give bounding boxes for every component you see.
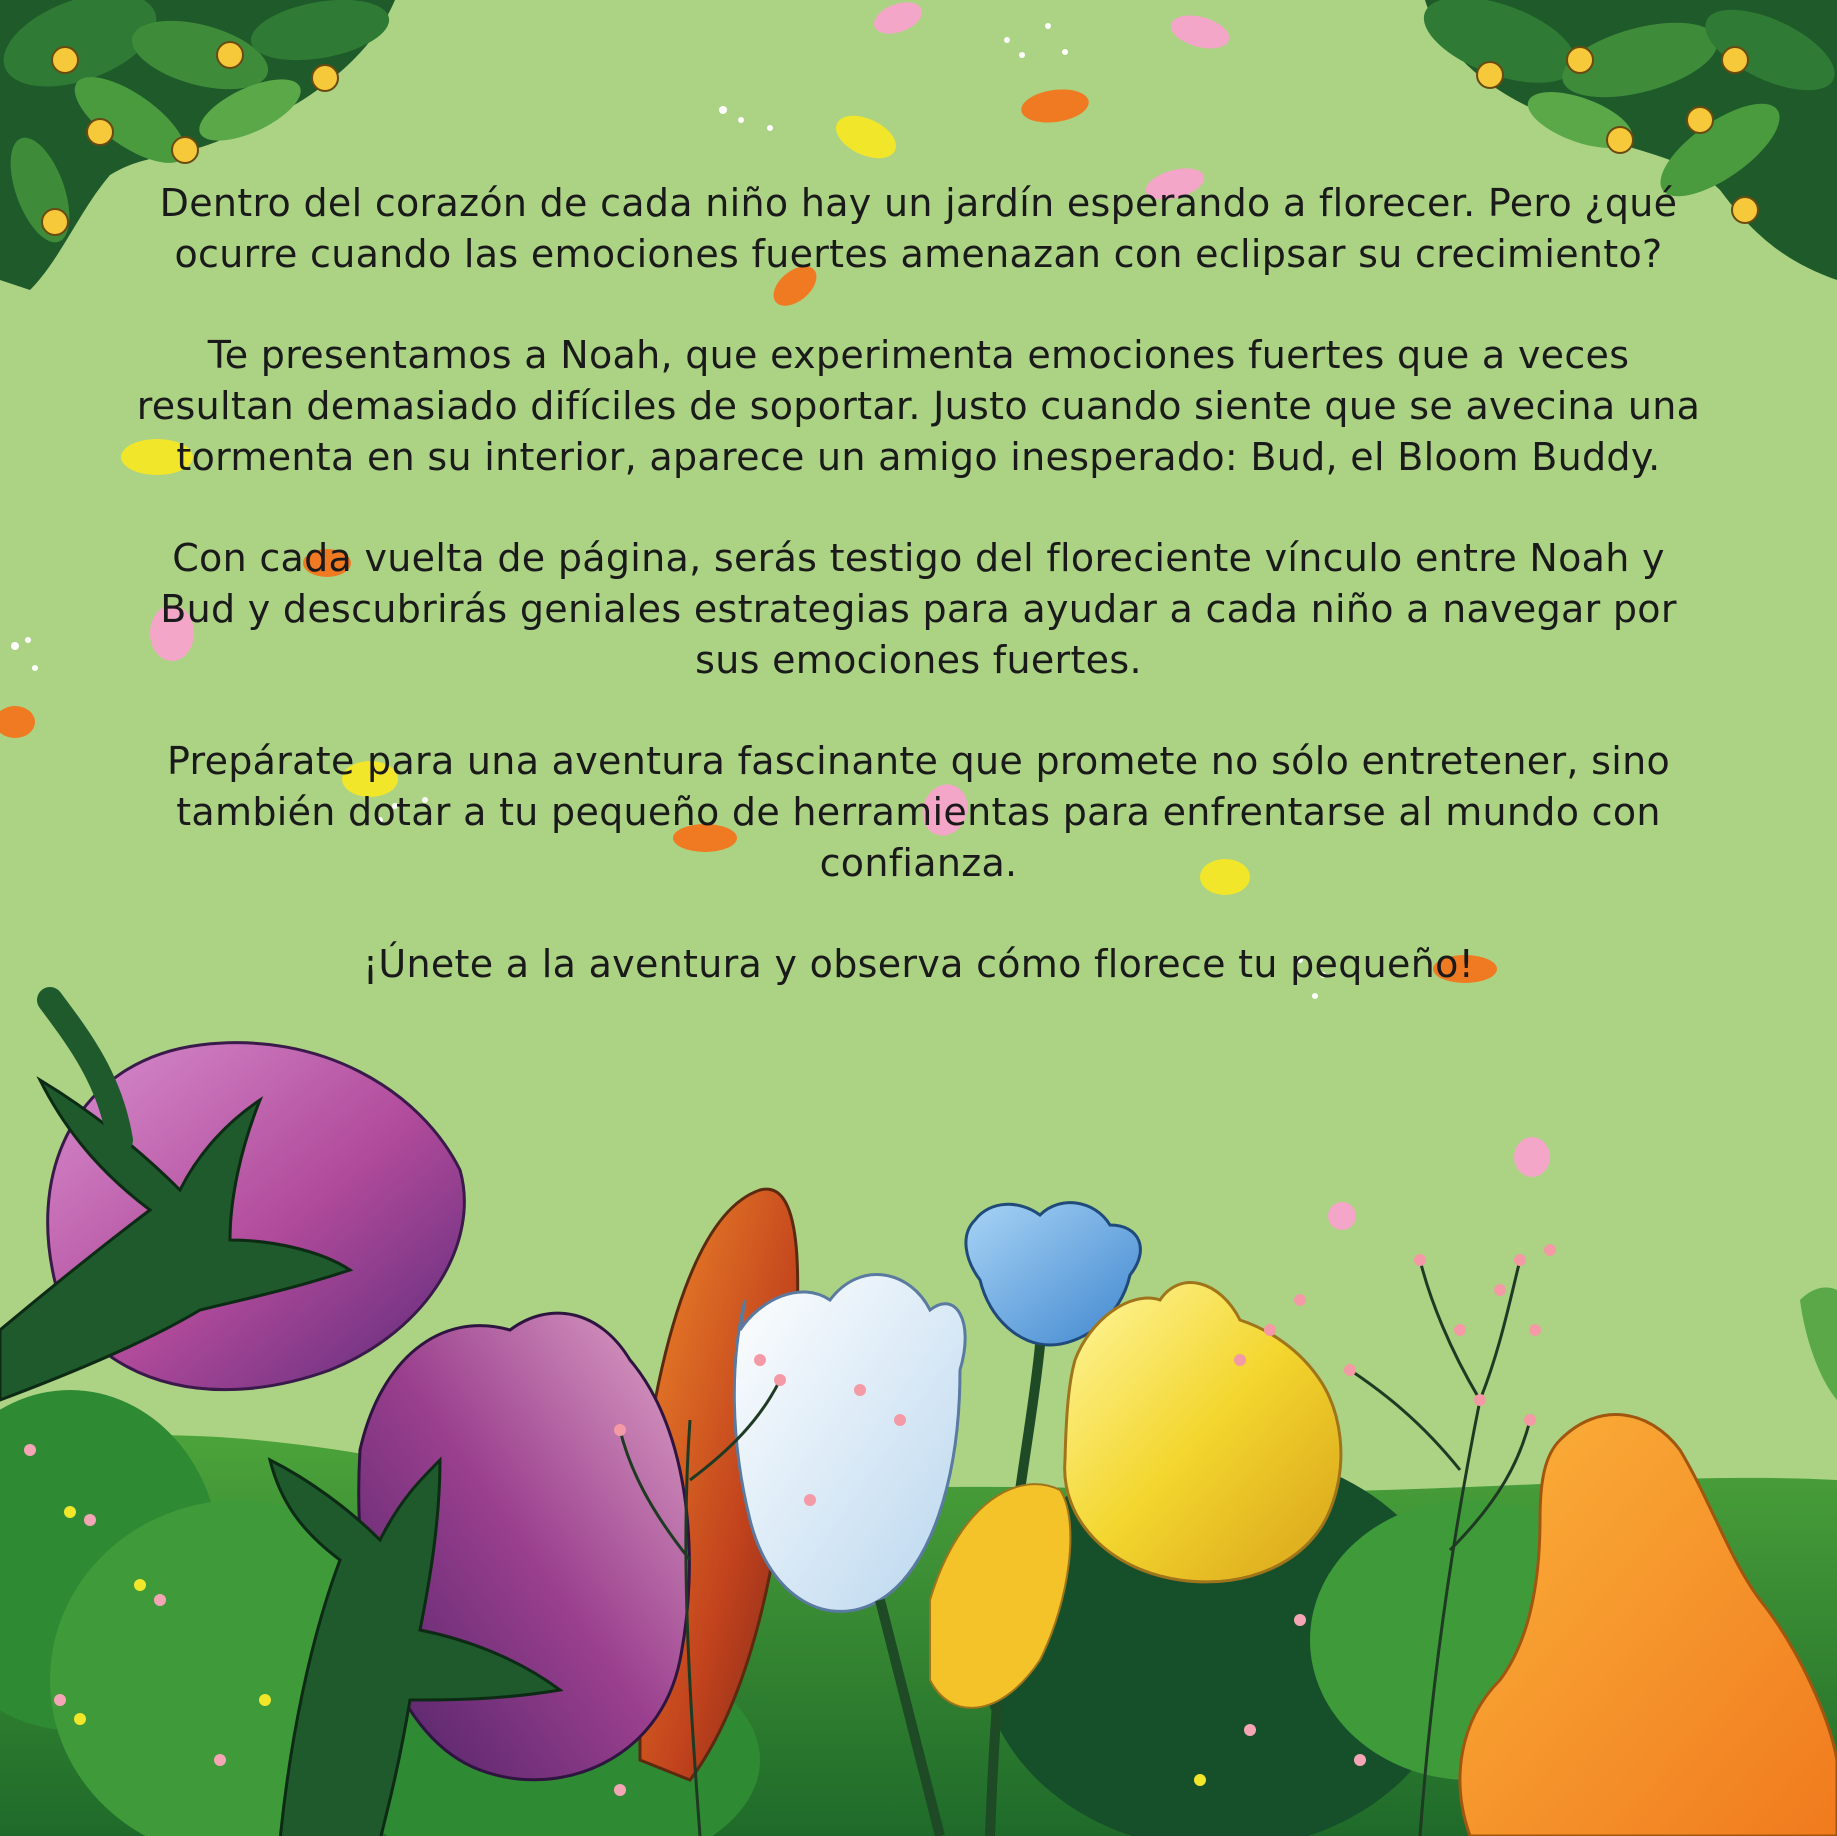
- paragraph-adventure: Prepárate para una aventura fascinante que promete no sólo entretener, sino también dotar a tu pequeño de herramientas para enfrentarse al mundo con confianza.: [166, 739, 1671, 885]
- paragraph-meet-noah: Te presentamos a Noah, que experimenta emociones fuertes que a veces resultan demasiado difíciles de soportar. Justo cuando siente que se avecina una tormenta en su interior, aparece un amigo inesperado: Bud, el Bloom Buddy.: [136, 333, 1701, 479]
- paragraph-bond: Con cada vuelta de página, serás testigo del floreciente vínculo entre Noah y Bud y descubrirás geniales estrategias para ayudar a cada niño a navegar por sus emociones fuertes.: [160, 536, 1677, 682]
- paragraph-invitation: ¡Únete a la aventura y observa cómo florece tu pequeño!: [362, 942, 1475, 986]
- paragraph-intro: Dentro del corazón de cada niño hay un jardín esperando a florecer. Pero ¿qué ocurre cuando las emociones fuertes amenazan con eclipsar su crecimiento?: [159, 181, 1678, 276]
- blurb-text: [130, 178, 1707, 1040]
- magenta-tulip: [0, 1000, 464, 1400]
